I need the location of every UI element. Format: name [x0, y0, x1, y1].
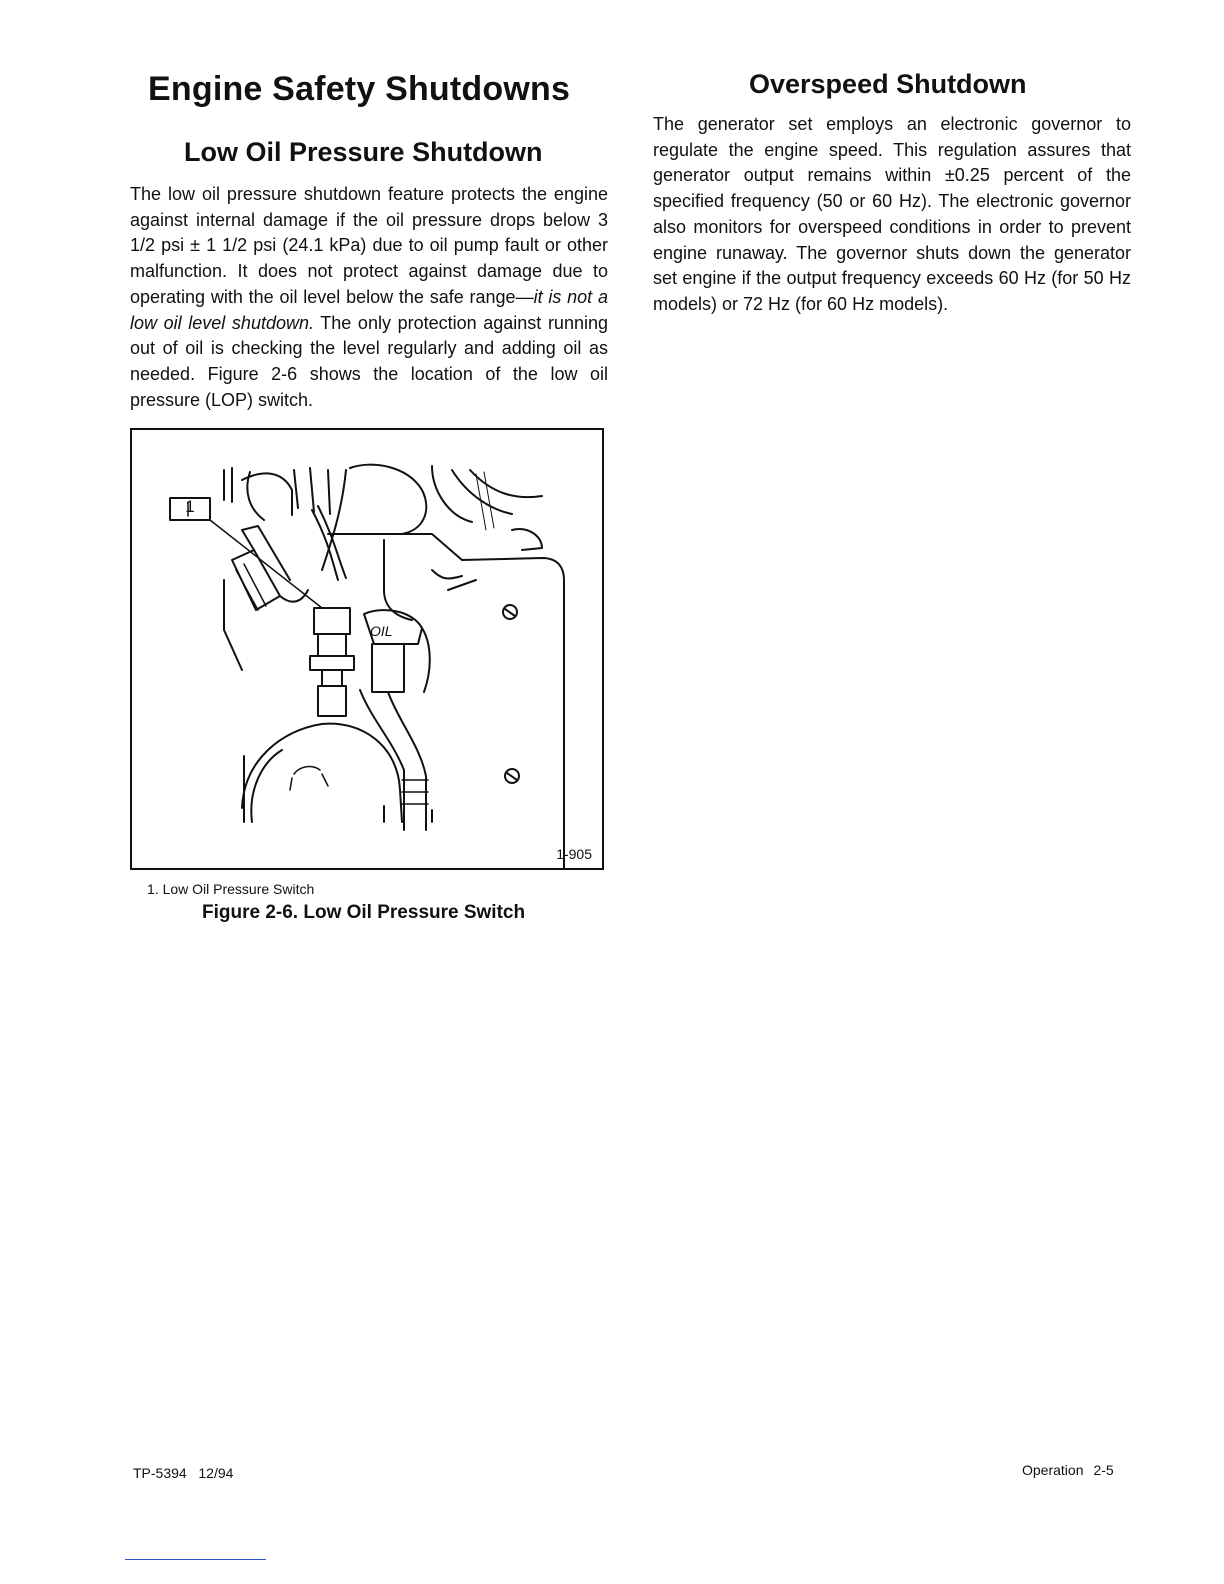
page-title: Engine Safety Shutdowns — [148, 70, 571, 108]
footer-page-number: 2-5 — [1093, 1462, 1114, 1478]
callout-number: 1 — [185, 497, 195, 516]
right-column — [653, 66, 1131, 318]
figure-callout-legend: 1. Low Oil Pressure Switch — [147, 881, 315, 897]
section-heading-low-oil: Low Oil Pressure Shutdown — [184, 137, 543, 167]
section-heading-overspeed: Overspeed Shutdown — [749, 69, 1027, 99]
left-column — [130, 66, 608, 413]
figure-caption: Figure 2-6. Low Oil Pressure Switch — [202, 902, 526, 923]
low-oil-paragraph — [130, 182, 608, 413]
footer-section: Operation — [1022, 1462, 1084, 1478]
low-oil-text-italic: it is not a low oil level shutdown. — [130, 286, 608, 333]
low-oil-text-end: The only protection against running out of oil is checking the level regularly and adding oil as needed. Figure 2-6 shows the location of the low oil pressure (LOP) switch. — [130, 312, 608, 410]
lop-switch-body — [314, 608, 350, 634]
figure-id: 1-905 — [556, 846, 592, 862]
footer-doc-id: TP-5394 12/94 — [133, 1465, 234, 1481]
footer-page-info — [1022, 1462, 1114, 1478]
oil-label: OIL — [370, 623, 393, 639]
figure-frame — [130, 428, 604, 870]
engine-illustration — [132, 430, 602, 868]
overspeed-paragraph: The generator set employs an electronic governor to regulate the engine speed. This regulation assures that generator output remains within ±0.25 percent of the specified frequency (50 or 60 Hz). The electronic governor also monitors for overspeed conditions in order to prevent engine runaway. The governor shuts down the generator set engine if the output frequency exceeds 60 Hz (for 50 Hz models) or 72 Hz (for 60 Hz models). — [653, 114, 1131, 314]
low-oil-text-start: The low oil pressure shutdown feature protects the engine against internal damage if the oil pressure drops below 3 1/2 psi ± 1 1/2 psi (24.1 kPa) due to oil pump fault or other malfunction. It does not protect against damage due to operating with the oil level below the safe range— — [130, 184, 608, 307]
bottom-rule — [125, 1559, 266, 1560]
